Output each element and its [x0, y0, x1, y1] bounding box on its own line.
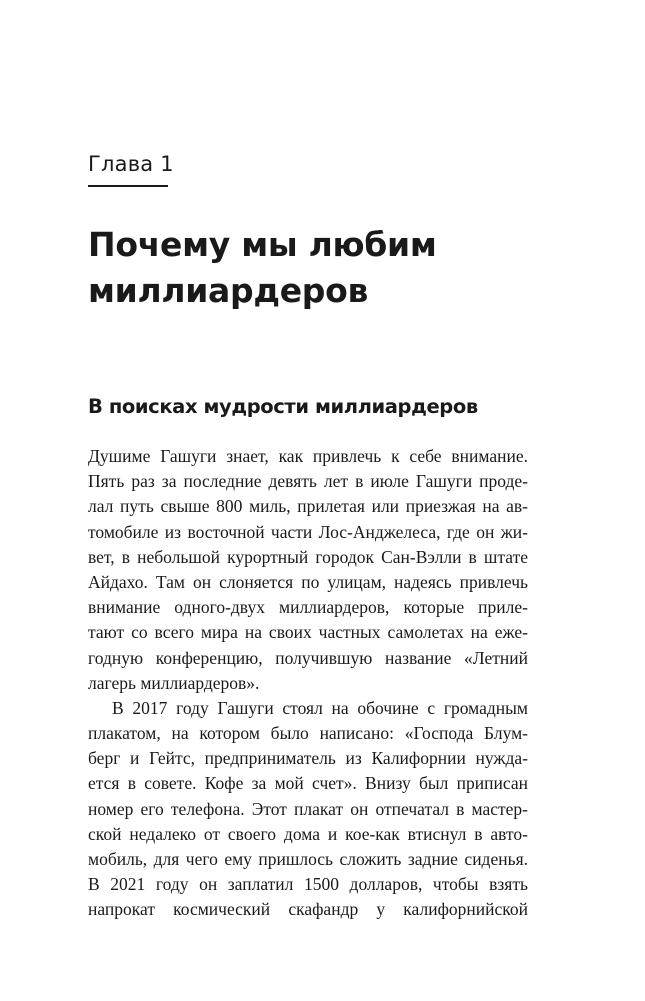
- text-line: вет, в небольшой курортный городок Сан-Вэлли в штате: [88, 546, 528, 567]
- text-line: Душиме Гашуги знает, как привлечь к себе внимание.: [88, 446, 528, 466]
- text-line: ской недалеко от своего дома и кое-как втиснул в авто-: [88, 823, 528, 844]
- paragraph-1: [88, 444, 528, 696]
- text-line: номер его телефона. Этот плакат он отпечатал в мастер-: [88, 798, 528, 819]
- text-line: мобиль, для чего ему пришлось сложить задние сиденья.: [88, 849, 528, 869]
- text-line: Пять раз за последние девять лет в июле Гашуги проде-: [88, 471, 528, 492]
- text-line: лагерь миллиардеров».: [88, 672, 260, 693]
- text-line: берг и Гейтс, предприниматель из Калифорнии нужда-: [88, 748, 528, 769]
- body-text: [88, 444, 528, 923]
- text-line: годную конференцию, получившую название «Летний: [88, 647, 528, 668]
- chapter-title-line: миллиардеров: [88, 271, 369, 310]
- text-line: лал путь свыше 800 миль, прилетая или приезжая на ав-: [88, 496, 528, 517]
- chapter-title: [88, 222, 437, 314]
- text-line: Айдахо. Там он слоняется по улицам, надеясь привлечь: [88, 571, 528, 592]
- text-line: томобиле из восточной части Лос-Анджелеса, где он жи-: [88, 521, 528, 542]
- text-line: плакатом, на котором было написано: «Господа Блум-: [88, 723, 528, 744]
- text-line: напрокат космический скафандр у калифорнийской: [88, 899, 528, 920]
- chapter-underline: [88, 185, 168, 187]
- chapter-label: Глава 1: [88, 152, 174, 176]
- chapter-title-line: Почему мы любим: [88, 225, 437, 264]
- text-line: В 2021 году он заплатил 1500 долларов, чтобы взять: [88, 874, 528, 895]
- paragraph-2: [88, 696, 528, 923]
- text-line: ется в совете. Кофе за мой счет». Внизу был приписан: [88, 773, 528, 794]
- text-line: тают со всего мира на своих частных самолетах на еже-: [88, 622, 528, 643]
- text-line: внимание одного-двух миллиардеров, которые приле-: [88, 597, 528, 618]
- section-title: В поисках мудрости миллиардеров: [88, 395, 478, 418]
- text-line: В 2017 году Гашуги стоял на обочине с громадным: [112, 697, 528, 718]
